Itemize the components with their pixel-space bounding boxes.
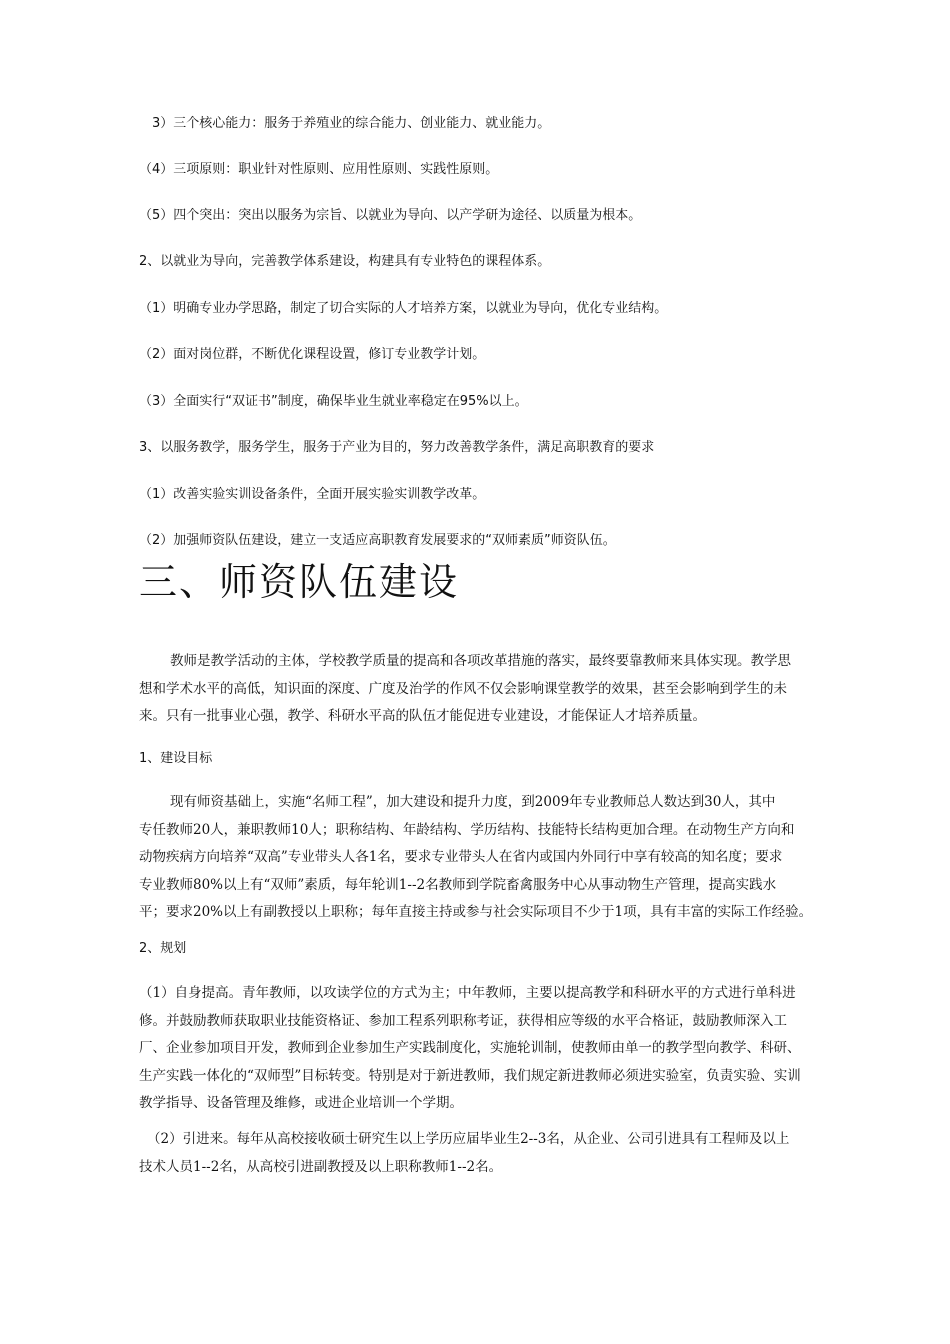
principles-line: （4）三项原则：职业针对性原则、应用性原则、实践性原则。: [139, 162, 499, 177]
equipment-line: （1）改善实验实训设备条件，全面开展实验实训教学改革。: [139, 487, 486, 502]
plan-paragraph-self-improvement: [139, 980, 801, 1118]
employment-heading-line: 2、以就业为导向，完善教学体系建设，构建具有专业特色的课程体系。: [139, 254, 551, 269]
paragraph-line: 修。并鼓励教师获取职业技能资格证、参加工程系列职称考证，获得相应等级的水平合格证，鼓励教师深入工: [139, 1012, 787, 1029]
paragraph-line: 来。只有一批事业心强，教学、科研水平高的队伍才能促进专业建设，才能保证人才培养质量。: [139, 708, 706, 724]
plan-title: 2、规划: [139, 941, 187, 956]
paragraph-line: 动物疾病方向培养“双高”专业带头人各1名，要求专业带头人在省内或国内外同行中享有较高的知名度；要求: [139, 849, 783, 865]
goal-title: 1、建设目标: [139, 751, 213, 766]
paragraph-line: 想和学术水平的高低，知识面的深度、广度及治学的作风不仅会影响课堂教学的效果，甚至会影响到学生的未: [139, 680, 787, 697]
paragraph-line: （2）引进来。每年从高校接收硕士研究生以上学历应届毕业生2--3名，从企业、公司引进具有工程师及以上: [147, 1131, 790, 1147]
curriculum-line: （2）面对岗位群，不断优化课程设置，修订专业教学计划。: [139, 347, 486, 362]
teacher-team-line: （2）加强师资队伍建设，建立一支适应高职教育发展要求的“双师素质”师资队伍。: [139, 533, 616, 548]
training-plan-line: （1）明确专业办学思路，制定了切合实际的人才培养方案，以就业为导向，优化专业结构。: [139, 301, 668, 316]
paragraph-line: 生产实践一体化的“双师型”目标转变。特别是对于新进教师，我们规定新进教师必须进实验室，负责实验、实训: [139, 1067, 801, 1084]
goal-paragraph: [139, 789, 812, 927]
paragraph-line: 技术人员1--2名，从高校引进副教授及以上职称教师1--2名。: [139, 1158, 503, 1175]
core-abilities-line: 3）三个核心能力：服务于养殖业的综合能力、创业能力、就业能力。: [152, 116, 551, 131]
paragraph-line: （1）自身提高。青年教师，以攻读学位的方式为主；中年教师，主要以提高教学和科研水平的方式进行单科进: [139, 985, 796, 1001]
section-heading: 三、师资队伍建设: [139, 560, 460, 604]
paragraph-line: 教师是教学活动的主体，学校教学质量的提高和各项改革措施的落实，最终要靠教师来具体实现。教学思: [170, 653, 791, 669]
plan-paragraph-recruitment: [139, 1126, 789, 1181]
intro-paragraph: [139, 648, 791, 731]
service-heading-line: 3、以服务教学，服务学生，服务于产业为目的，努力改善教学条件，满足高职教育的要求: [139, 440, 655, 455]
paragraph-line: 平；要求20%以上有副教授以上职称；每年直接主持或参与社会实际项目不少于1项，具有丰富的实际工作经验。: [139, 904, 813, 920]
paragraph-line: 厂、企业参加项目开发，教师到企业参加生产实践制度化，实施轮训制，使教师由单一的教学型向教学、科研、: [139, 1040, 801, 1056]
dual-certificate-line: （3）全面实行“双证书”制度，确保毕业生就业率稳定在95%以上。: [139, 394, 528, 409]
highlights-line: （5）四个突出：突出以服务为宗旨、以就业为导向、以产学研为途径、以质量为根本。: [139, 208, 642, 223]
paragraph-line: 专业教师80%以上有“双师”素质，每年轮训1--2名教师到学院畜禽服务中心从事动物生产管理，提高实践水: [139, 876, 777, 893]
paragraph-line: 专任教师20人，兼职教师10人；职称结构、年龄结构、学历结构、技能特长结构更加合理。在动物生产方向和: [139, 821, 795, 838]
paragraph-line: 现有师资基础上，实施“名师工程”，加大建设和提升力度，到2009年专业教师总人数达到30人，其中: [170, 794, 776, 810]
paragraph-line: 教学指导、设备管理及维修，或进企业培训一个学期。: [139, 1095, 463, 1111]
